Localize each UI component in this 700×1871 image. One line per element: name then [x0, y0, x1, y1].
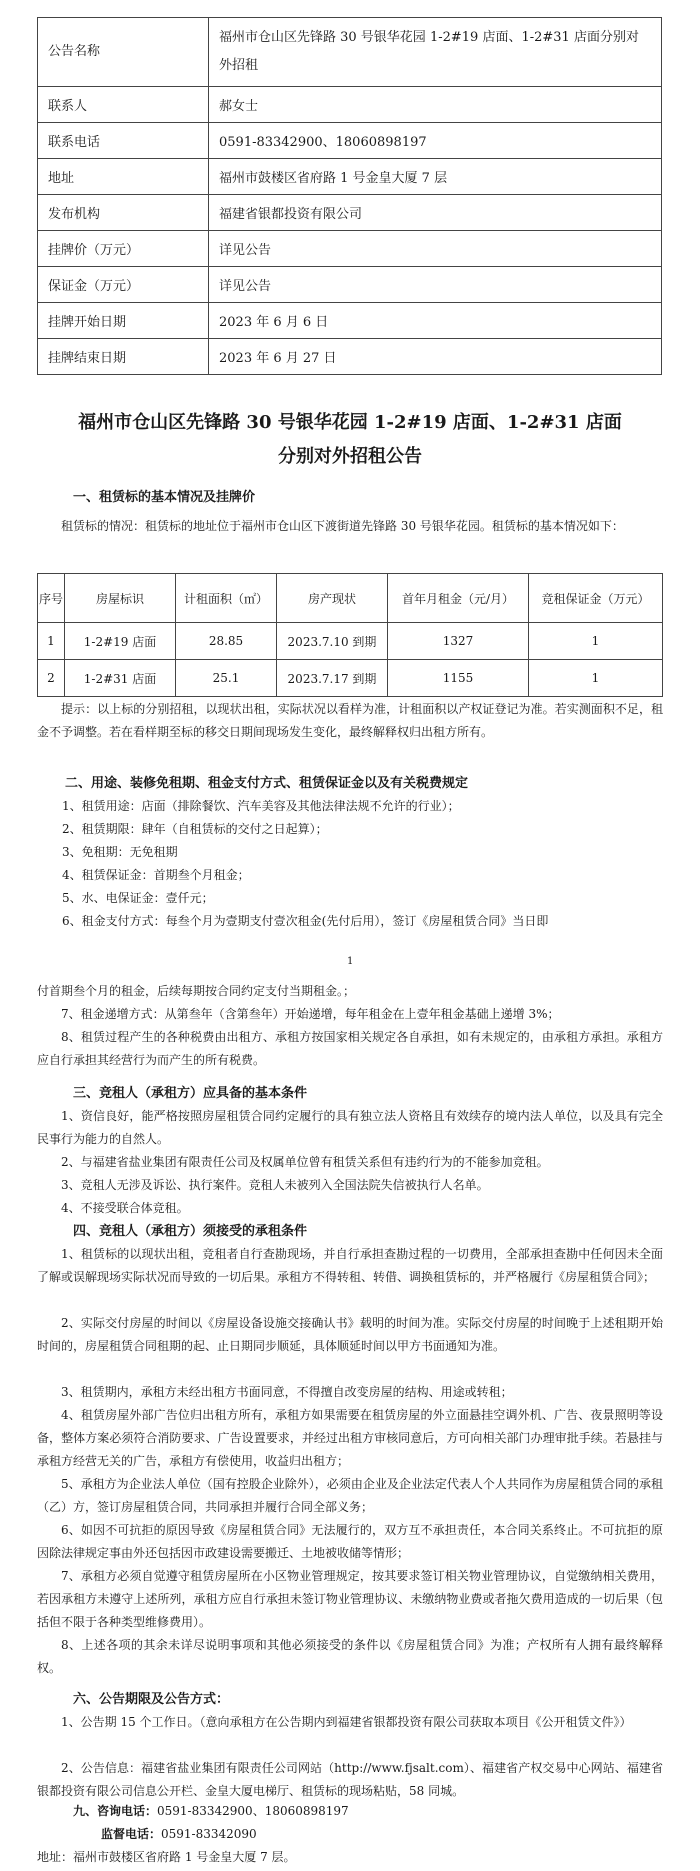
- info-label: 联系电话: [38, 123, 209, 159]
- list-item: 3、租赁期内，承租方未经出租方书面同意，不得擅自改变房屋的结构、用途或转租；: [61, 1385, 513, 1399]
- address-line: 地址：福州市鼓楼区省府路 1 号金皇大厦 7 层。: [37, 1850, 296, 1864]
- section-2-heading: 二、用途、装修免租期、租金支付方式、租赁保证金以及有关税费规定: [65, 776, 469, 791]
- col-header: 房产现状: [277, 574, 388, 623]
- info-label: 地址: [38, 159, 209, 195]
- list-item: 1、公告期 15 个工作日。（意向承租方在公告期内到福建省银都投资有限公司获取本项目《公开租赁文件》）: [61, 1715, 632, 1729]
- table-cell: 1-2#19 店面: [65, 623, 176, 660]
- info-value: 福建省银都投资有限公司: [209, 195, 662, 231]
- section-2-continuation: 付首期叁个月的租金，后续每期按合同约定支付当期租金。；: [37, 984, 356, 998]
- list-item: 4、租赁房屋外部广告位归出租方所有，承租方如果需要在租赁房屋的外立面悬挂空调外机、广告、夜景照明等设备，整体方案必须符合消防要求、广告设置要求，并经过出租方审核同意后，方可向相关部门办理审批手续。若悬挂与承租方经营无关的广告，承租方有偿使用，收益归出租方；: [37, 1408, 663, 1468]
- info-value: 0591-83342900、18060898197: [209, 123, 662, 159]
- info-label: 公告名称: [38, 18, 209, 87]
- section-3-heading: 三、竞租人（承租方）应具备的基本条件: [73, 1086, 308, 1101]
- list-item: 6、如因不可抗拒的原因导致《房屋租赁合同》无法履行的，双方互不承担责任，本合同关系终止。不可抗拒的原因除法律规定事由外还包括因市政建设需要搬迁、土地被收储等情形；: [37, 1523, 663, 1560]
- list-item: 4、不接受联合体竞租。: [61, 1201, 189, 1215]
- table-row: [38, 660, 663, 697]
- list-item: 4、租赁保证金：首期叁个月租金；: [62, 868, 250, 882]
- info-value: 郝女士: [209, 87, 662, 123]
- col-header: 首年月租金（元/月）: [388, 574, 529, 623]
- table-cell: 1: [38, 623, 65, 660]
- info-label: 挂牌开始日期: [38, 303, 209, 339]
- consult-phone-label: 九、咨询电话：: [73, 1804, 158, 1818]
- section-6-heading: 六、公告期限及公告方式：: [73, 1692, 230, 1707]
- table-cell: 1: [529, 623, 663, 660]
- supervise-phone-line: [101, 1823, 661, 1846]
- list-item: 5、承租方为企业法人单位（国有控股企业除外），必须由企业及企业法定代表人个人共同作为房屋租赁合同的承租（乙）方，签订房屋租赁合同，共同承担并履行合同全部义务；: [37, 1477, 663, 1514]
- section-2-list: [62, 795, 662, 933]
- info-value: 福州市仓山区先锋路 30 号银华花园 1-2#19 店面、1-2#31 店面分别对外招租: [209, 18, 662, 87]
- info-label: 保证金（万元）: [38, 267, 209, 303]
- list-item: 2、公告信息：福建省盐业集团有限责任公司网站（http://www.fjsalt.com）、福建省产权交易中心网站、福建省银都投资有限公司信息公开栏、金皇大厦电梯厅、租赁标的现场粘贴，58 同城。: [37, 1761, 663, 1798]
- info-label: 发布机构: [38, 195, 209, 231]
- section-1-heading: 一、租赁标的基本情况及挂牌价: [73, 490, 256, 505]
- consult-phone-line: [73, 1800, 663, 1823]
- table-cell: 2: [38, 660, 65, 697]
- info-value: 详见公告: [209, 231, 662, 267]
- list-item: 3、免租期：无免租期: [62, 845, 178, 859]
- table-cell: 1: [529, 660, 663, 697]
- info-label: 挂牌结束日期: [38, 339, 209, 375]
- document-title: [40, 406, 660, 474]
- title-line-1: 福州市仓山区先锋路 30 号银华花园 1-2#19 店面、1-2#31 店面: [78, 412, 622, 433]
- list-item: 8、上述各项的其余未详尽说明事项和其他必须接受的条件以《房屋租赁合同》为准；产权所有人拥有最终解释权。: [37, 1638, 663, 1675]
- list-item: 7、租金递增方式：从第叁年（含第叁年）开始递增，每年租金在上壹年租金基础上递增 3%；: [61, 1007, 560, 1021]
- list-item: 2、实际交付房屋的时间以《房屋设备设施交接确认书》载明的时间为准。实际交付房屋的时间晚于上述租期开始时间的，房屋租赁合同租期的起、止日期同步顺延，具体顺延时间以甲方书面通知为准。: [37, 1316, 663, 1353]
- list-item: 2、与福建省盐业集团有限责任公司及权属单位曾有租赁关系但有违约行为的不能参加竞租。: [61, 1155, 549, 1169]
- info-label: 挂牌价（万元）: [38, 231, 209, 267]
- table-cell: 1327: [388, 623, 529, 660]
- info-value: 2023 年 6 月 27 日: [209, 339, 662, 375]
- col-header: 竞租保证金（万元）: [529, 574, 663, 623]
- table-cell: 2023.7.17 到期: [277, 660, 388, 697]
- table-cell: 1-2#31 店面: [65, 660, 176, 697]
- table-cell: 28.85: [176, 623, 277, 660]
- supervise-phone-value: 0591-83342090: [161, 1827, 257, 1841]
- list-item: 3、竞租人无涉及诉讼、执行案件。竞租人未被列入全国法院失信被执行人名单。: [61, 1178, 489, 1192]
- list-item: 2、租赁期限：肆年（自租赁标的交付之日起算）；: [62, 822, 328, 836]
- lease-table: [37, 573, 663, 697]
- table-cell: 2023.7.10 到期: [277, 623, 388, 660]
- list-item: 1、资信良好，能严格按照房屋租赁合同约定履行的具有独立法人资格且有效续存的境内法人单位，以及具有完全民事行为能力的自然人。: [37, 1109, 663, 1146]
- consult-phone-value: 0591-83342900、18060898197: [157, 1804, 349, 1818]
- tip-paragraph: 提示：以上标的分别招租，以现状出租，实际状况以看样为准，计租面积以产权证登记为准。若实测面积不足，租金不予调整。若在看样期至标的移交日期间现场发生变化，最终解释权归出租方所有。: [37, 702, 663, 739]
- info-value: 福州市鼓楼区省府路 1 号金皇大厦 7 层: [209, 159, 662, 195]
- table-cell: 25.1: [176, 660, 277, 697]
- info-value: 2023 年 6 月 6 日: [209, 303, 662, 339]
- list-item: 1、租赁标的以现状出租，竞租者自行查勘现场，并自行承担查勘过程的一切费用，全部承担查勘中任何因未全面了解或误解现场实际状况而导致的一切后果。承租方不得转租、转借、调换租赁标的，并严格履行《房屋租赁合同》；: [37, 1247, 663, 1284]
- list-item: 8、租赁过程产生的各种税费由出租方、承租方按国家相关规定各自承担，如有未规定的，由承租方承担。承租方应自行承担其经营行为而产生的所有税费。: [37, 1030, 663, 1067]
- col-header: 计租面积（㎡）: [176, 574, 277, 623]
- page-number: 1: [347, 956, 354, 967]
- supervise-phone-label: 监督电话：: [101, 1827, 162, 1841]
- title-line-2: 分别对外招租公告: [278, 446, 422, 467]
- lease-table-header: [38, 574, 663, 623]
- col-header: 序号: [38, 574, 65, 623]
- info-value: 详见公告: [209, 267, 662, 303]
- table-row: [38, 623, 663, 660]
- table-cell: 1155: [388, 660, 529, 697]
- list-item: 1、租赁用途：店面（排除餐饮、汽车美容及其他法律法规不允许的行业）；: [62, 799, 460, 813]
- list-item: 5、水、电保证金：壹仟元；: [62, 891, 214, 905]
- section-4-heading: 四、竞租人（承租方）须接受的承租条件: [73, 1224, 308, 1239]
- col-header: 房屋标识: [65, 574, 176, 623]
- list-item: 6、租金支付方式：每叁个月为壹期支付壹次租金(先付后用），签订《房屋租赁合同》当日即: [62, 914, 549, 928]
- announcement-info-table: [37, 17, 662, 375]
- section-1-intro: 租赁标的情况：租赁标的地址位于福州市仓山区下渡街道先锋路 30 号银华花园。租赁标的基本情况如下：: [61, 519, 624, 533]
- list-item: 7、承租方必须自觉遵守租赁房屋所在小区物业管理规定，按其要求签订相关物业管理协议，自觉缴纳相关费用，若因承租方未遵守上述所列，承租方应自行承担未签订物业管理协议、未缴纳物业费或者拖欠费用造成的一切后果（包括但不限于各种类型维修费用）。: [37, 1569, 663, 1629]
- info-label: 联系人: [38, 87, 209, 123]
